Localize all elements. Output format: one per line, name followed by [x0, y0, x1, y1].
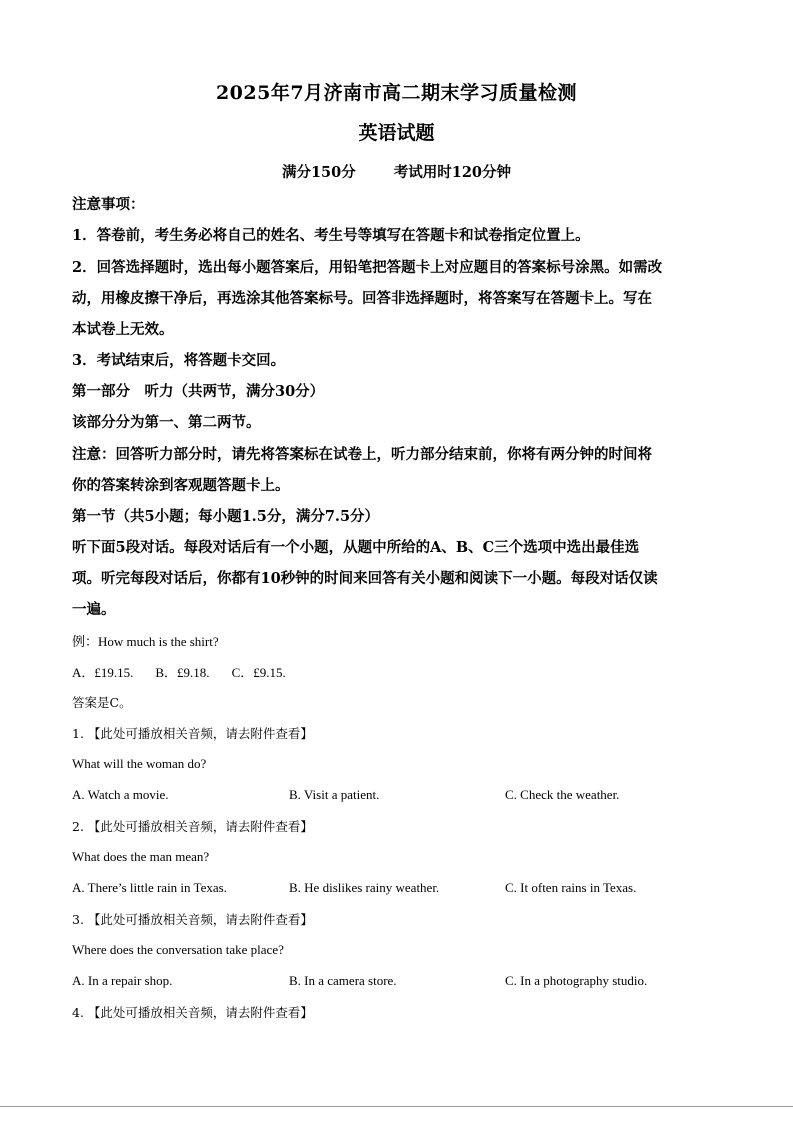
notice-item-1: 1．答卷前，考生务必将自己的姓名、考生号等填写在答题卡和试卷指定位置上。: [72, 227, 590, 244]
q3-option-b: B. In a camera store.: [289, 973, 397, 988]
example-answer: 答案是C。: [72, 695, 132, 710]
q3-option-a: A. In a repair shop.: [72, 973, 173, 988]
q2-option-a: A. There’s little rain in Texas.: [72, 880, 227, 895]
q1-option-c: C. Check the weather.: [505, 787, 620, 802]
page-subtitle: 英语试题: [358, 122, 435, 144]
page-title: 2025年7月济南市高二期末学习质量检测: [215, 82, 578, 104]
q3-audio[interactable]: 3. 【此处可播放相关音频，请去附件查看】: [72, 912, 313, 927]
q2-audio[interactable]: 2. 【此处可播放相关音频，请去附件查看】: [72, 819, 313, 834]
exam-duration: 考试用时120分钟: [393, 164, 512, 181]
part1-desc: 该部分分为第一、第二两节。: [72, 414, 261, 431]
q3-text: Where does the conversation take place?: [72, 942, 284, 957]
example-question: 例：How much is the shirt?: [72, 634, 219, 649]
example-options: [72, 662, 732, 681]
example-option-a: A．£19.15.: [72, 665, 134, 680]
q1-option-b: B. Visit a patient.: [289, 787, 380, 802]
q2-text: What does the man mean?: [72, 849, 210, 864]
notice-item-2-cont: 动，用橡皮擦干净后，再选涂其他答案标号。回答非选择题时，将答案写在答题卡上。写在: [72, 290, 652, 307]
notice-item-2: 2．回答选择题时，选出每小题答案后，用铅笔把答题卡上对应题目的答案标号涂黑。如需改: [72, 259, 663, 276]
part1-heading: 第一部分 听力（共两节，满分30分）: [72, 383, 325, 400]
notice-item-2-end: 本试卷上无效。: [72, 321, 174, 338]
example-option-b: B．£9.18.: [155, 665, 210, 680]
page-bottom-rule: [0, 1106, 793, 1107]
notice-item-3: 3．考试结束后，将答题卡交回。: [72, 352, 286, 369]
section1-heading: 第一节（共5小题；每小题1.5分，满分7.5分）: [72, 508, 380, 525]
q2-option-c: C. It often rains in Texas.: [505, 880, 637, 895]
part1-note-2: 你的答案转涂到客观题答题卡上。: [72, 477, 290, 494]
q2-option-b: B. He dislikes rainy weather.: [289, 880, 440, 895]
section1-instr-3: 一遍。: [72, 601, 116, 618]
notice-heading: 注意事项：: [72, 196, 145, 213]
q1-audio[interactable]: 1. 【此处可播放相关音频，请去附件查看】: [72, 726, 313, 741]
example-option-c: C．£9.15.: [231, 665, 286, 680]
q1-option-a: A. Watch a movie.: [72, 787, 169, 802]
part1-note-1: 注意：回答听力部分时，请先将答案标在试卷上，听力部分结束前，你将有两分钟的时间将: [72, 446, 652, 463]
q3-option-c: C. In a photography studio.: [505, 973, 648, 988]
full-score: 满分150分: [281, 164, 356, 181]
q4-audio[interactable]: 4. 【此处可播放相关音频，请去附件查看】: [72, 1005, 313, 1020]
score-time-line: [0, 161, 793, 182]
q1-text: What will the woman do?: [72, 756, 207, 771]
section1-instr-1: 听下面5段对话。每段对话后有一个小题，从题中所给的A、B、C三个选项中选出最佳选: [72, 539, 640, 556]
section1-instr-2: 项。听完每段对话后，你都有10秒钟的时间来回答有关小题和阅读下一小题。每段对话仅读: [72, 570, 658, 587]
